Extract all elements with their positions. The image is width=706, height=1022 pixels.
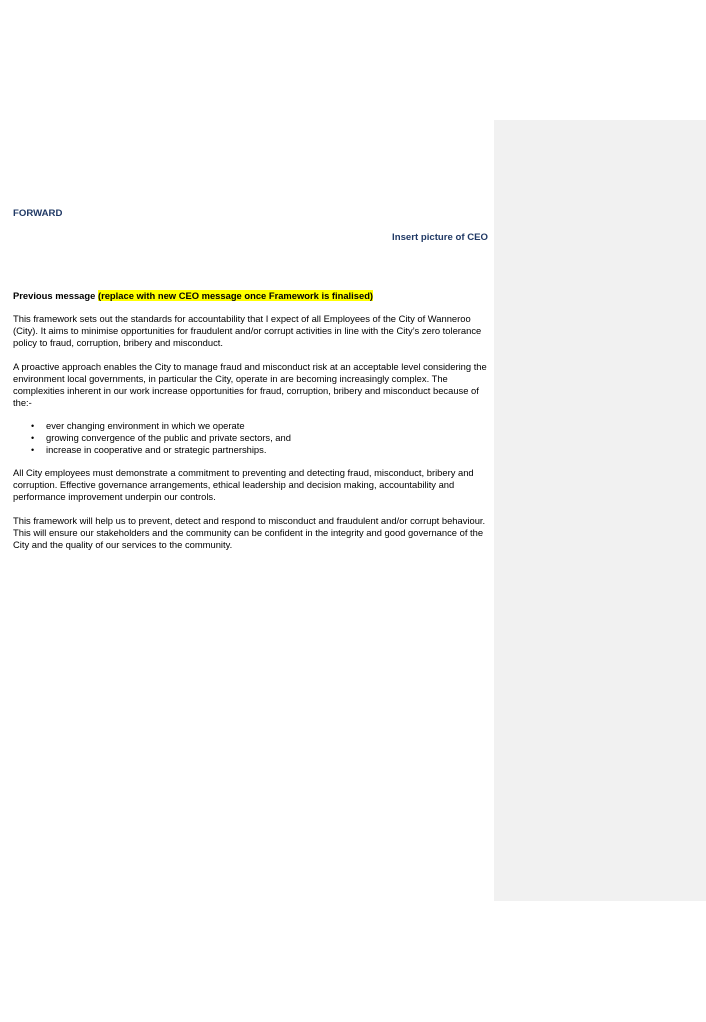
paragraph-3: All City employees must demonstrate a commitment to preventing and detecting fraud, misconduct, bribery and corruption. Effective governance arrangements, ethical leadership and decision making, accountability and performance improvement underpin our controls. bbox=[13, 467, 474, 502]
bullet-item bbox=[13, 432, 489, 444]
bullet-text: ever changing environment in which we operate bbox=[46, 420, 245, 431]
bullet-text: increase in cooperative and or strategic partnerships. bbox=[46, 444, 267, 455]
previous-message-label: Previous message bbox=[13, 290, 96, 301]
previous-message-line bbox=[13, 290, 489, 302]
bullet-list bbox=[13, 420, 489, 456]
bullet-item bbox=[13, 444, 489, 456]
picture-placeholder-note: Insert picture of CEO bbox=[392, 232, 488, 243]
bullet-icon: • bbox=[31, 421, 35, 431]
bullet-text: growing convergence of the public and private sectors, and bbox=[46, 432, 291, 443]
bullet-icon: • bbox=[31, 445, 35, 455]
bullet-item bbox=[13, 420, 489, 432]
comment-margin-pane bbox=[494, 120, 706, 901]
paragraph-1: This framework sets out the standards for accountability that I expect of all Employees of the City of Wanneroo (City). It aims to minimise opportunities for fraudulent and/or corrupt activities in line with the City’s zero tolerance policy to fraud, corruption, bribery and misconduct. bbox=[13, 313, 482, 348]
bullet-icon: • bbox=[31, 433, 35, 443]
highlighted-editor-note: (replace with new CEO message once Framework is finalised) bbox=[97, 290, 374, 301]
section-heading: FORWARD bbox=[13, 208, 63, 219]
paragraph-4: This framework will help us to prevent, detect and respond to misconduct and fraudulent and/or corrupt behaviour. This will ensure our stakeholders and the community can be confident in the integrity and good governance of the City and the quality of our services to the community. bbox=[13, 515, 486, 550]
paragraph-2: A proactive approach enables the City to manage fraud and misconduct risk at an acceptable level considering the environment local governments, in particular the City, operate in are becoming increasingly complex. The complexities inherent in our work increase opportunities for fraud, corruption, bribery and misconduct because of the:- bbox=[13, 361, 487, 408]
